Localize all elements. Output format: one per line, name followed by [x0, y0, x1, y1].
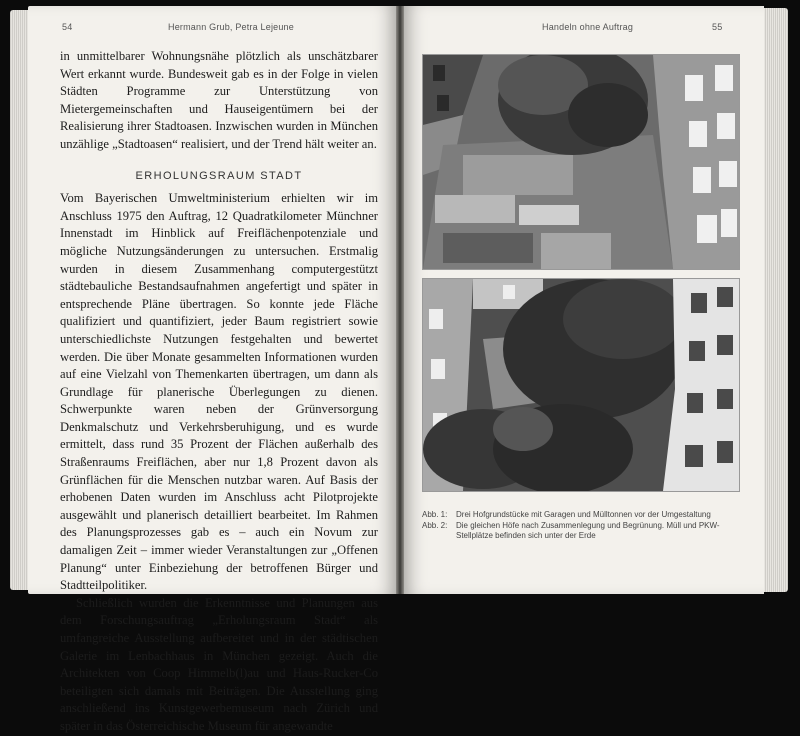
page-number-left: 54	[62, 22, 73, 32]
photo-courtyards-after	[422, 278, 740, 492]
paragraph: Vom Bayerischen Umweltministerium erhielten wir im Anschluss 1975 den Auftrag, 12 Quadratkilometer Münchner Innenstadt im Hinblick auf Freiflächenpotenziale und mögliche Nutzungsänderungen zu untersuchen. Erstmalig wurden in diesem Zusammenhang computergestützt städtebauliche Bestandsaufnahmen angefertigt und später in entsprechende Pläne übertragen. So konnte jede Fläche qualifiziert und quantifiziert, jeder Baum registriert sowie unterschiedlichste Nutzungen festgehalten und bewertet werden. Die über Monate gesammelten Informationen wurden auf eine Vielzahl von Themenkarten übertragen, um dann als Grundlage für planerische Überlegungen zu dienen. Schwerpunkte waren neben der Grünversorgung Denkmalschutz und Verkehrsberuhigung, und es wurde ermittelt, dass rund 35 Prozent der Flächen außerhalb des Straßenraums Freiflächen, aber nur 1,8 Prozent davon als Grünflächen für die Menschen nutzbar waren. Auf Basis der erhobenen Daten wurden im Anschluss acht Pilotprojekte ausgewählt und planerisch detailliert bearbeitet. Im Rahmen des Planungsprozesses gab es – auch ein Novum zur damaligen Zeit – immer wieder Veranstaltungen zur „Offenen Planung“ unter Einbeziehung der betroffenen Bürger und Stadtteilpolitiker.	[60, 191, 378, 593]
caption-number: Abb. 2:	[422, 520, 448, 530]
caption-text: Drei Hofgrundstücke mit Garagen und Mülltonnen vor der Umgestaltung	[456, 510, 711, 519]
caption-number: Abb. 1:	[422, 510, 448, 519]
caption-figure-1	[422, 510, 738, 521]
page-number-right: 55	[712, 22, 723, 32]
section-heading: ERHOLUNGSRAUM STADT	[135, 169, 303, 182]
left-page-body	[60, 48, 378, 736]
page-edges-left	[10, 10, 28, 590]
running-head-left: Hermann Grub, Petra Lejeune	[168, 22, 294, 32]
figure-captions	[422, 510, 738, 542]
caption-figure-2	[422, 521, 738, 542]
paragraph: Schließlich wurden die Erkenntnisse und Planungen aus dem Forschungsauftrag „Erholungsraum Stadt“ als umfangreiche Ausstellung aufbereitet und in der städtischen Galerie im Lenbachhaus in München gezeigt. Auch die Architekten von Coop Himmelb(l)au und Haus-Rucker-Co beteiligten sich damals mit Beiträgen. Die Ausstellung ging anschließend ins Kunstgewerbemuseum nach Zürich und später in das Österreichische Museum für angewandte	[60, 595, 378, 733]
book-gutter	[396, 6, 404, 594]
page-edges-right	[764, 8, 788, 592]
caption-text: Die gleichen Höfe nach Zusammenlegung und Begrünung. Müll und PKW-Stellplätze befinden sich unter der Erde	[456, 520, 720, 540]
running-head-right: Handeln ohne Auftrag	[542, 22, 634, 32]
photo-courtyards-before	[422, 54, 740, 270]
paragraph: in unmittelbarer Wohnungsnähe plötzlich als unschätzbarer Wert erkannt wurde. Bundesweit gab es in der Folge in vielen Städten Programme zur Unterstützung von Mietergemeinschaften und Hauseigentümern bei der Realisierung ihrer Stadtoasen. Inzwischen wurden in München unzählige „Stadtoasen“ realisiert, und der Trend hält weiter an.	[60, 49, 378, 151]
